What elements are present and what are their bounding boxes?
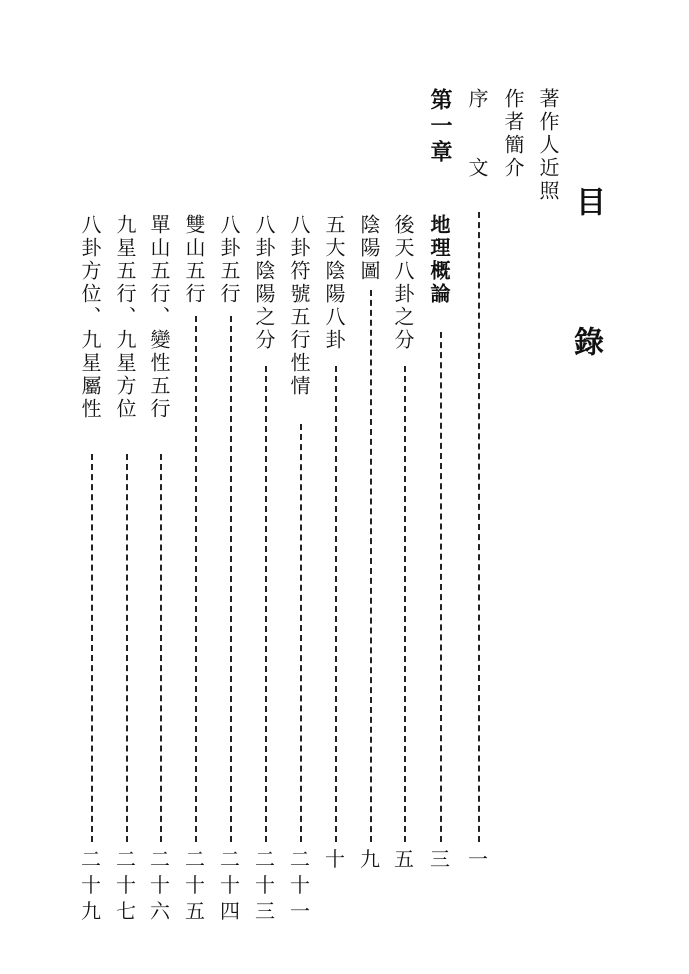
toc-entry-geography-overview: 地理概論: [427, 214, 451, 306]
toc-entry-double-mountain: 雙山五行: [182, 214, 206, 306]
toc-leader: [230, 316, 232, 842]
toc-entry-bagua-symbols: 八卦符號五行性情: [287, 214, 311, 398]
toc-leader: [440, 332, 442, 842]
toc-leader: [478, 212, 480, 842]
toc-leader: [160, 454, 162, 842]
toc-page-number: 十: [325, 847, 345, 871]
toc-entry-bagua-directions: 八卦方位、九星屬性: [78, 214, 102, 421]
toc-page-number: 二 十 四: [220, 847, 240, 923]
toc-entry-later-heaven-bagua: 後天八卦之分: [391, 214, 415, 352]
toc-page-number: 三: [430, 847, 450, 871]
toc-entry-author-photo: 著作人近照: [536, 88, 560, 203]
toc-entry-preface: 序 文: [465, 88, 489, 180]
toc-entry-nine-star-elements: 九星五行、九星方位: [113, 214, 137, 421]
toc-leader: [195, 316, 197, 842]
toc-leader: [404, 366, 406, 842]
toc-leader: [126, 454, 128, 842]
toc-page-number: 一: [468, 847, 488, 871]
toc-title-mu: 目: [570, 186, 605, 216]
toc-page-number: 二 十 三: [255, 847, 275, 923]
toc-entry-yin-yang-diagram: 陰陽圖: [357, 214, 381, 283]
toc-entry-author-bio: 作者簡介: [501, 88, 525, 180]
toc-leader: [265, 366, 267, 842]
toc-page-number: 二 十 九: [81, 847, 101, 923]
toc-leader: [300, 424, 302, 842]
toc-entry-five-yin-yang-bagua: 五大陰陽八卦: [322, 214, 346, 352]
toc-page-number: 二 十 五: [185, 847, 205, 923]
toc-entry-bagua-yin-yang: 八卦陰陽之分: [252, 214, 276, 352]
toc-page-number: 二 十 七: [116, 847, 136, 923]
toc-leader: [91, 454, 93, 842]
toc-leader: [335, 366, 337, 842]
toc-page-number: 二 十 六: [150, 847, 170, 923]
toc-page-number: 五: [394, 847, 414, 871]
toc-page-number: 九: [360, 847, 380, 871]
toc-leader: [370, 290, 372, 842]
toc-title-lu: 錄: [568, 326, 603, 356]
toc-chapter-heading: 第一章: [427, 88, 453, 166]
toc-page-number: 二 十 一: [290, 847, 310, 923]
toc-entry-bagua-five-elements: 八卦五行: [217, 214, 241, 306]
toc-entry-single-mountain: 單山五行、變性五行: [147, 214, 171, 421]
